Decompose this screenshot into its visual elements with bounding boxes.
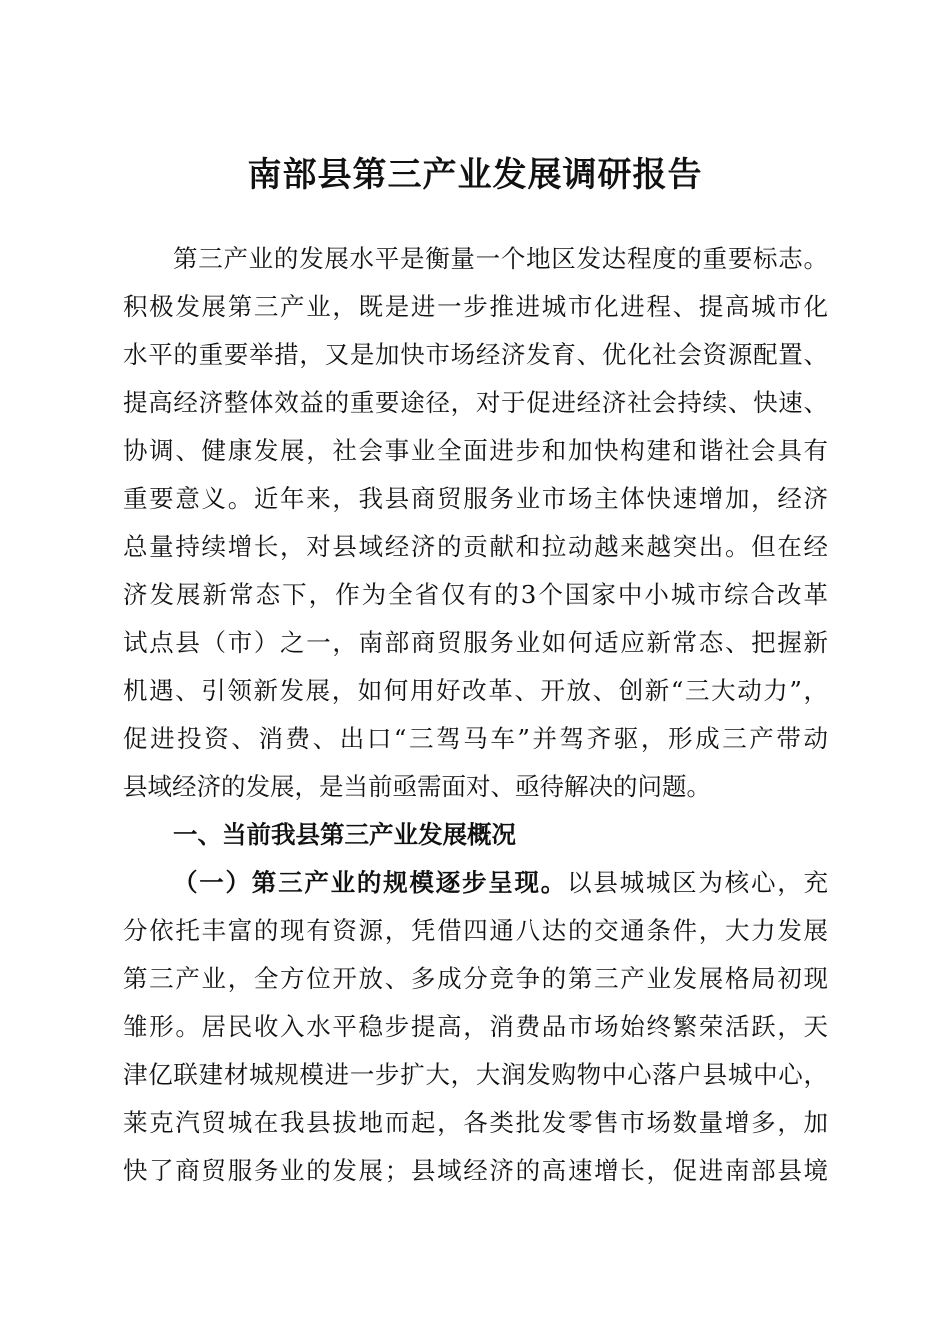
paragraph-line: 快了商贸服务业的发展；县域经济的高速增长，促进南部县境 [123, 1156, 828, 1185]
paragraph-line: 促进投资、消费、出口“三驾马车”并驾齐驱，形成三产带动 [123, 724, 828, 753]
paragraph-line: 水平的重要举措，又是加快市场经济发育、优化社会资源配置、 [123, 340, 828, 369]
paragraph-line: 县域经济的发展，是当前亟需面对、亟待解决的问题。 [123, 772, 711, 801]
paragraph-line: 提高经济整体效益的重要途径，对于促进经济社会持续、快速、 [123, 388, 828, 417]
subsection-bold-lead: （一）第三产业的规模逐步呈现。 [173, 868, 568, 897]
paragraph-line: 津亿联建材城规模进一步扩大，大润发购物中心落户县城中心， [123, 1060, 828, 1089]
paragraph-line: 雏形。居民收入水平稳步提高，消费品市场始终繁荣活跃，天 [123, 1012, 828, 1041]
subsection-first-line [173, 856, 828, 910]
paragraph-line: 第三产业的发展水平是衡量一个地区发达程度的重要标志。 [173, 244, 828, 273]
paragraph-line: 第三产业，全方位开放、多成分竞争的第三产业发展格局初现 [123, 964, 828, 993]
paragraph-line: 总量持续增长，对县域经济的贡献和拉动越来越突出。但在经 [123, 532, 828, 561]
document-title: 南部县第三产业发展调研报告 [247, 155, 703, 195]
paragraph-line: 协调、健康发展，社会事业全面进步和加快构建和谐社会具有 [123, 436, 828, 465]
section-heading: 一、当前我县第三产业发展概况 [173, 820, 516, 849]
paragraph-line: 分依托丰富的现有资源，凭借四通八达的交通条件，大力发展 [123, 916, 828, 945]
paragraph-line: 莱克汽贸城在我县拔地而起，各类批发零售市场数量增多，加 [123, 1108, 828, 1137]
paragraph-line: 机遇、引领新发展，如何用好改革、开放、创新“三大动力”， [123, 676, 828, 705]
paragraph-line: 积极发展第三产业，既是进一步推进城市化进程、提高城市化 [123, 292, 828, 321]
paragraph-line: 济发展新常态下，作为全省仅有的3个国家中小城市综合改革 [123, 580, 828, 609]
paragraph-line: 重要意义。近年来，我县商贸服务业市场主体快速增加，经济 [123, 484, 828, 513]
paragraph-line: 试点县（市）之一，南部商贸服务业如何适应新常态、把握新 [123, 628, 828, 657]
subsection-first-line-rest: 以县城城区为核心，充 [567, 868, 828, 897]
